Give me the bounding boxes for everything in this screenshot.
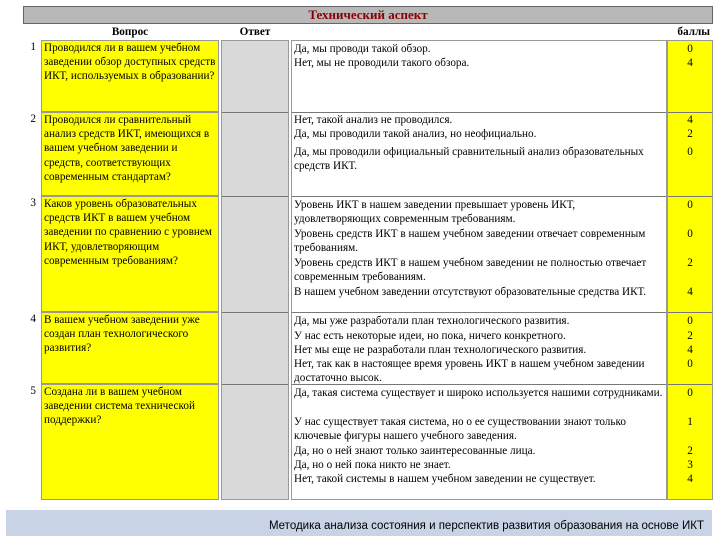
- question-cell: Проводился ли в вашем учебном заведении обзор доступных средств ИКТ, используемых в образовании?: [41, 40, 219, 112]
- score-value: 3: [687, 459, 693, 471]
- response-option: Нет, так как в настоящее время уровень ИКТ в нашем учебном заведении достаточно высок.: [294, 358, 645, 385]
- score-value: 4: [687, 57, 693, 69]
- question-number: 2: [30, 113, 36, 125]
- response-option: Да, мы проводили такой анализ, но неофициально.: [294, 128, 537, 140]
- response-option: У нас есть некоторые идеи, но пока, ничего конкретного.: [294, 330, 566, 342]
- question-number: 1: [30, 41, 36, 53]
- score-value: 0: [687, 43, 693, 55]
- response-option: Нет, такой системы в нашем учебном заведении не существует.: [294, 473, 596, 485]
- question-cell: Создана ли в вашем учебном заведении система технической поддержки?: [41, 384, 219, 500]
- score-value: 2: [687, 128, 693, 140]
- score-value: 0: [687, 387, 693, 399]
- response-option: Уровень средств ИКТ в нашем учебном заведении отвечает современным требованиям.: [294, 228, 646, 255]
- responses-column: [291, 40, 667, 500]
- header-answer: Ответ: [239, 26, 271, 38]
- header-question: Вопрос: [111, 26, 149, 38]
- score-value: 4: [687, 114, 693, 126]
- response-option: Нет мы еще не разработали план технологического развития.: [294, 344, 587, 356]
- score-value: 0: [687, 228, 693, 240]
- score-value: 0: [687, 315, 693, 327]
- response-option: Уровень средств ИКТ в нашем учебном заведении не полностью отвечает современным требованиям.: [294, 257, 647, 284]
- scores-column: [667, 40, 713, 500]
- response-option: Да, но о ней знают только заинтересованные лица.: [294, 445, 536, 457]
- score-value: 0: [687, 199, 693, 211]
- question-cell: Каков уровень образовательных средств ИКТ в вашем учебном заведении по сравнению с уровнем ИКТ, удовлетворяющим современным требованиям?: [41, 196, 219, 312]
- response-option: Да, такая система существует и широко используется нашими сотрудниками.: [294, 387, 663, 399]
- footer-text: Методика анализа состояния и перспектив развития образования на основе ИКТ: [268, 520, 704, 532]
- score-value: 0: [687, 146, 693, 158]
- score-value: 2: [687, 330, 693, 342]
- response-option: Да, мы проводили официальный сравнительный анализ образовательных средств ИКТ.: [294, 146, 644, 173]
- score-value: 4: [687, 344, 693, 356]
- score-value: 2: [687, 257, 693, 269]
- response-option: Нет, мы не проводили такого обзора.: [294, 57, 470, 69]
- table-title: Технический аспект: [23, 6, 713, 24]
- question-number: 3: [30, 197, 36, 209]
- survey-sheet: [7, 0, 713, 504]
- score-value: 4: [687, 473, 693, 485]
- response-option: Да, мы проводи такой обзор.: [294, 43, 431, 55]
- score-value: 4: [687, 286, 693, 298]
- question-number: 4: [30, 313, 36, 325]
- score-value: 1: [687, 416, 693, 428]
- response-option: У нас существует такая система, но о ее существовании знают только ключевые фигуры нашего учебного заведения.: [294, 416, 626, 443]
- score-value: 0: [687, 358, 693, 370]
- question-number: 5: [30, 385, 36, 397]
- answer-column[interactable]: [221, 40, 289, 500]
- response-option: Уровень ИКТ в нашем заведении превышает уровень ИКТ, удовлетворяющих современным требованиям.: [294, 199, 576, 226]
- response-option: Да, мы уже разработали план технологического развития.: [294, 315, 570, 327]
- response-option: Да, но о ней пока никто не знает.: [294, 459, 451, 471]
- question-cell: В вашем учебном заведении уже создан план технологического развития?: [41, 312, 219, 384]
- score-value: 2: [687, 445, 693, 457]
- header-score: баллы: [677, 26, 710, 38]
- footer-bar: [6, 510, 712, 536]
- response-option: Нет, такой анализ не проводился.: [294, 114, 453, 126]
- response-option: В нашем учебном заведении отсутствуют образовательные средства ИКТ.: [294, 286, 647, 298]
- question-cell: Проводился ли сравнительный анализ средств ИКТ, имеющихся в вашем учебном заведении и средств, соответствующих современным стандартам?: [41, 112, 219, 196]
